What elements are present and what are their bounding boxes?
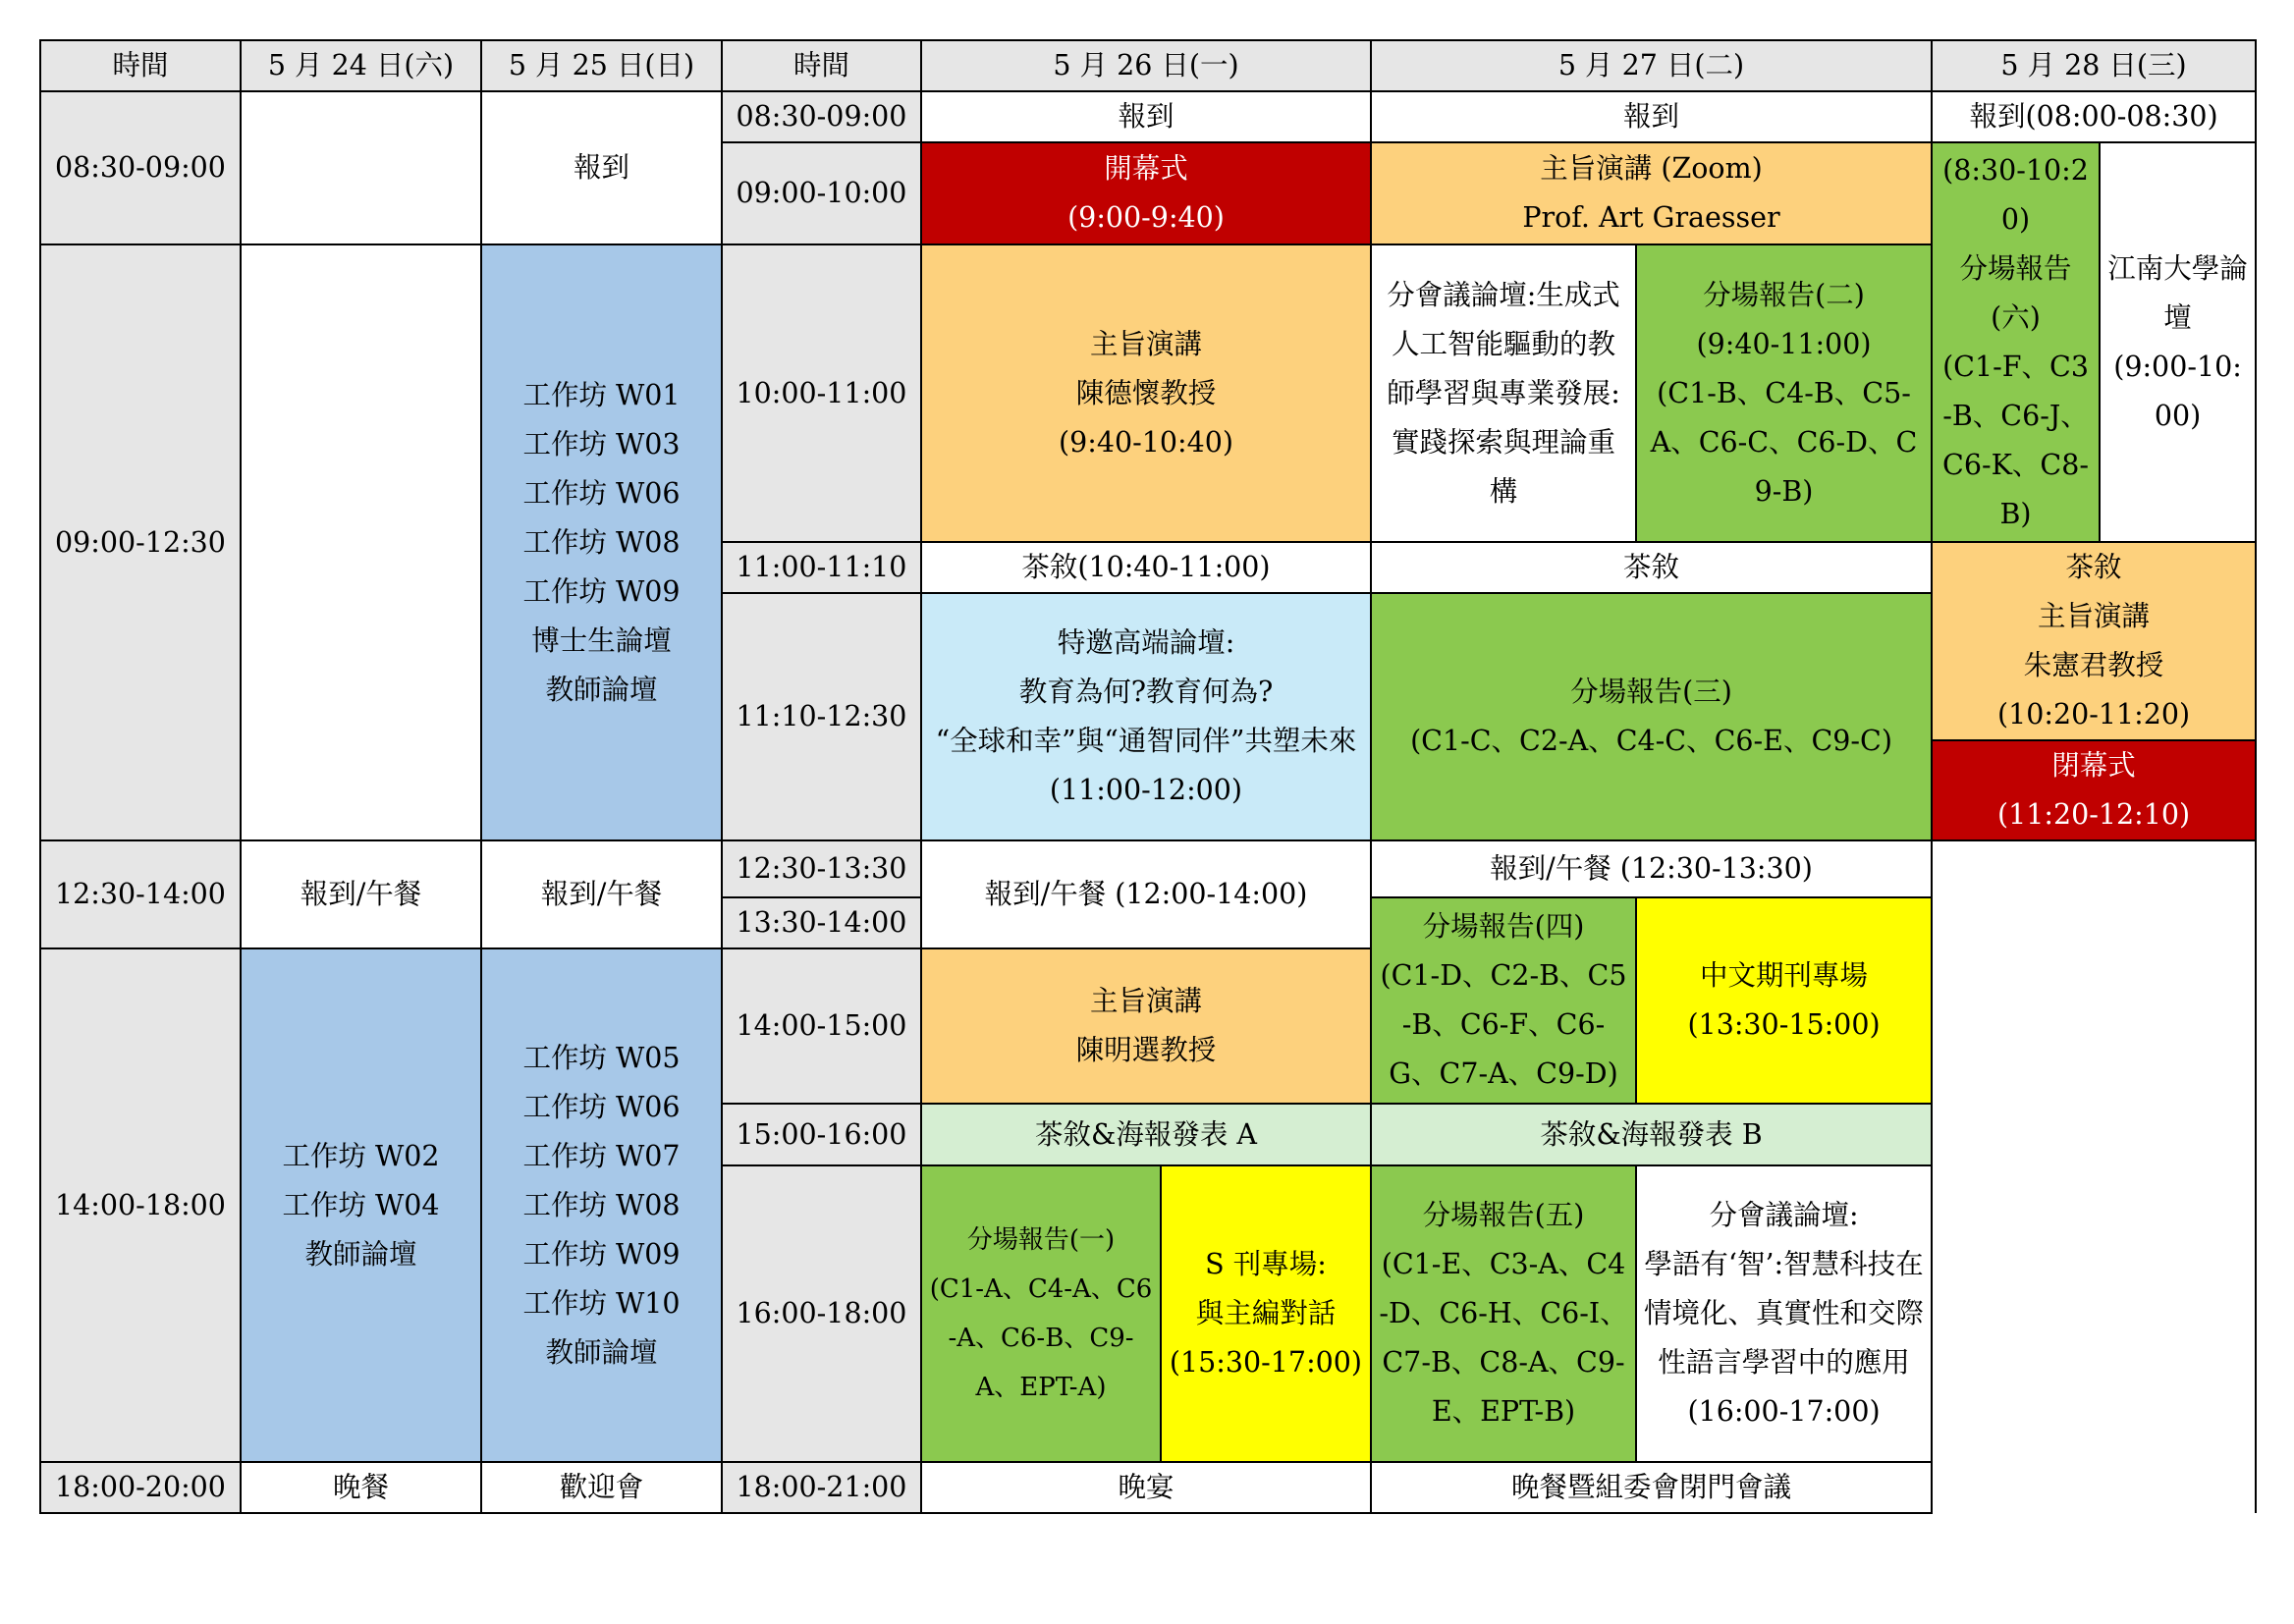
session5-codes: (C1-E、C3-A、C4-D、C6-H、C6-I、C7-B、C8-A、C9-E、EPT-B) xyxy=(1379,1248,1628,1428)
jiangnan-time: (9:00-10:00) xyxy=(2113,350,2242,432)
keynote1-speaker: 陳德懷教授 xyxy=(1075,376,1217,409)
may25-afternoon-item: 教師論壇 xyxy=(545,1335,658,1369)
may27-subforum-1: 分會議論壇:生成式人工智能驅動的教師學習與專業發展:實踐探索與理論重構 xyxy=(1371,244,1636,542)
may27-lunch: 報到/午餐 (12:30-13:30) xyxy=(1371,840,1932,897)
may24-afternoon-item: 教師論壇 xyxy=(304,1237,417,1271)
subforum2-topic: 學語有‘智’:智慧科技在情境化、真實性和交際性語言學習中的應用 xyxy=(1644,1248,1925,1379)
session2-time: (9:40-11:00) xyxy=(1696,327,1872,360)
may28-afternoon-empty xyxy=(1932,840,2256,1513)
session2-title: 分場報告(二) xyxy=(1703,278,1865,311)
may27-tea: 茶敘 xyxy=(1371,542,1932,593)
opening-time: (9:00-9:40) xyxy=(1067,201,1225,234)
closing-title: 閉幕式 xyxy=(2051,749,2136,782)
right-time-1330: 13:30-14:00 xyxy=(722,897,921,948)
right-time-1110: 11:10-12:30 xyxy=(722,593,921,840)
cjournal-time: (13:30-15:00) xyxy=(1687,1008,1881,1041)
forum-topic: “全球和幸”與“通智同伴”共塑未來 xyxy=(935,725,1357,757)
may26-poster-a: 茶敘&海報發表 A xyxy=(921,1104,1371,1165)
may27-register: 報到 xyxy=(1371,91,1932,142)
keynote2-speaker: 陳明選教授 xyxy=(1075,1034,1217,1066)
may25-afternoon-item: 工作坊 W08 xyxy=(522,1188,681,1221)
may28-tea-keynote xyxy=(1932,542,2256,740)
may27-session-2 xyxy=(1636,244,1932,542)
may24-morning-empty xyxy=(241,91,481,244)
header-time-left: 時間 xyxy=(40,40,241,91)
session6-title: 分場報告(六) xyxy=(1959,251,2072,334)
may27-chinese-journal xyxy=(1636,897,1932,1104)
may27-keynote-zoom xyxy=(1371,142,1932,244)
right-time-0900: 09:00-10:00 xyxy=(722,142,921,244)
header-may-28: 5 月 28 日(三) xyxy=(1932,40,2256,91)
right-time-1800: 18:00-21:00 xyxy=(722,1462,921,1513)
may24-dinner: 晚餐 xyxy=(241,1462,481,1513)
session1-title: 分場報告(一) xyxy=(966,1225,1116,1255)
may26-tea-1: 茶敘(10:40-11:00) xyxy=(921,542,1371,593)
subforum2-title: 分會議論壇: xyxy=(1709,1199,1859,1231)
may25-afternoon-workshops xyxy=(481,948,722,1462)
may24-afternoon-item: 工作坊 W04 xyxy=(282,1188,440,1221)
may25-afternoon-item: 工作坊 W07 xyxy=(522,1139,681,1172)
tea-keynote-line: 茶敘 xyxy=(2065,551,2122,583)
may25-welcome: 歡迎會 xyxy=(481,1462,722,1513)
left-time-1800: 18:00-20:00 xyxy=(40,1462,241,1513)
forum-title: 特邀高端論壇: xyxy=(1057,626,1235,659)
keynote-zoom-title: 主旨演講 (Zoom) xyxy=(1540,152,1763,185)
session4-codes: (C1-D、C2-B、C5-B、C6-F、C6-G、C7-A、C9-D) xyxy=(1380,959,1627,1090)
header-time-right: 時間 xyxy=(722,40,921,91)
may27-dinner: 晚餐暨組委會閉門會議 xyxy=(1371,1462,1932,1513)
session2-codes: (C1-B、C4-B、C5-A、C6-C、C6-D、C9-B) xyxy=(1650,376,1918,508)
may27-subforum-2 xyxy=(1636,1165,1932,1462)
tea-keynote-speaker: 朱憲君教授 xyxy=(2023,649,2164,681)
may26-s-journal xyxy=(1161,1166,1370,1461)
may25-morning-item: 工作坊 W06 xyxy=(522,476,681,510)
may25-afternoon-item: 工作坊 W09 xyxy=(522,1237,681,1271)
jiangnan-title: 江南大學論壇 xyxy=(2107,251,2248,334)
may25-lunch: 報到/午餐 xyxy=(481,840,722,948)
may28-register: 報到(08:00-08:30) xyxy=(1932,91,2256,142)
may26-high-end-forum xyxy=(921,593,1371,840)
may26-afternoon-inner xyxy=(922,1166,1370,1461)
session6-time: (8:30-10:20) xyxy=(1942,153,2089,236)
forum-question: 教育為何?教育何為? xyxy=(1018,676,1274,708)
may26-afternoon-split xyxy=(921,1165,1371,1462)
keynote1-time: (9:40-10:40) xyxy=(1059,425,1233,459)
may26-register: 報到 xyxy=(921,91,1371,142)
left-time-0900: 09:00-12:30 xyxy=(40,244,241,840)
may25-register: 報到 xyxy=(481,91,722,244)
may25-morning-item: 教師論壇 xyxy=(545,673,658,706)
may26-keynote-1 xyxy=(921,244,1371,542)
may24-lunch: 報到/午餐 xyxy=(241,840,481,948)
may25-morning-item: 工作坊 W08 xyxy=(522,525,681,559)
may26-keynote-2 xyxy=(921,948,1371,1104)
session1-codes: (C1-A、C4-A、C6-A、C6-B、C9-A、EPT-A) xyxy=(929,1274,1153,1402)
right-time-1230: 12:30-13:30 xyxy=(722,840,921,897)
header-may-27: 5 月 27 日(二) xyxy=(1371,40,1932,91)
may28-closing xyxy=(1932,740,2256,840)
may26-banquet: 晚宴 xyxy=(921,1462,1371,1513)
may25-afternoon-item: 工作坊 W06 xyxy=(522,1090,681,1123)
session3-title: 分場報告(三) xyxy=(1570,676,1732,708)
keynote2-title: 主旨演講 xyxy=(1089,985,1202,1017)
session5-title: 分場報告(五) xyxy=(1422,1199,1585,1231)
may24-afternoon-item: 工作坊 W02 xyxy=(282,1139,440,1172)
right-time-1100: 11:00-11:10 xyxy=(722,542,921,593)
keynote1-title: 主旨演講 xyxy=(1089,327,1202,360)
may25-morning-workshops xyxy=(481,244,722,840)
may27-session-3 xyxy=(1371,593,1932,840)
session4-title: 分場報告(四) xyxy=(1422,910,1585,943)
may26-session-1 xyxy=(922,1166,1161,1461)
header-may-26: 5 月 26 日(一) xyxy=(921,40,1371,91)
left-time-1400: 14:00-18:00 xyxy=(40,948,241,1462)
sjournal-title: S 刊專場: xyxy=(1205,1248,1327,1280)
may25-morning-item: 博士生論壇 xyxy=(531,623,672,657)
right-time-0830: 08:30-09:00 xyxy=(722,91,921,142)
right-time-1400: 14:00-15:00 xyxy=(722,948,921,1104)
may25-morning-item: 工作坊 W03 xyxy=(522,427,681,460)
forum-time: (11:00-12:00) xyxy=(1049,774,1243,806)
tea-keynote-time: (10:20-11:20) xyxy=(1996,698,2191,731)
left-time-1230: 12:30-14:00 xyxy=(40,840,241,948)
may24-morning-blank xyxy=(241,244,481,840)
may25-morning-item: 工作坊 W01 xyxy=(522,378,681,411)
right-time-1000: 10:00-11:00 xyxy=(722,244,921,542)
may25-afternoon-item: 工作坊 W05 xyxy=(522,1041,681,1074)
header-may-24: 5 月 24 日(六) xyxy=(241,40,481,91)
may25-morning-item: 工作坊 W09 xyxy=(522,574,681,608)
right-time-1600: 16:00-18:00 xyxy=(722,1165,921,1462)
may24-afternoon-workshops xyxy=(241,948,481,1462)
may27-poster-b: 茶敘&海報發表 B xyxy=(1371,1104,1932,1165)
opening-title: 開幕式 xyxy=(1104,152,1188,185)
subforum2-time: (16:00-17:00) xyxy=(1687,1395,1881,1428)
may27-session-5 xyxy=(1371,1165,1636,1462)
sjournal-sub: 與主編對話 xyxy=(1195,1297,1337,1329)
closing-time: (11:20-12:10) xyxy=(1996,798,2191,831)
may28-jiangnan-forum xyxy=(2100,142,2256,542)
session6-codes: (C1-F、C3-B、C6-J、C6-K、C8-B) xyxy=(1942,350,2089,530)
conference-schedule-table xyxy=(39,39,2257,1514)
may26-opening xyxy=(921,142,1371,244)
tea-keynote-line: 主旨演講 xyxy=(2038,600,2151,632)
right-time-1500: 15:00-16:00 xyxy=(722,1104,921,1165)
session3-codes: (C1-C、C2-A、C4-C、C6-E、C9-C) xyxy=(1410,725,1892,757)
may25-afternoon-item: 工作坊 W10 xyxy=(522,1286,681,1320)
left-time-0830: 08:30-09:00 xyxy=(40,91,241,244)
may26-lunch: 報到/午餐 (12:00-14:00) xyxy=(921,840,1371,948)
sjournal-time: (15:30-17:00) xyxy=(1169,1346,1363,1379)
may28-session-6 xyxy=(1932,142,2100,542)
cjournal-title: 中文期刊專場 xyxy=(1700,959,1869,992)
may27-session-4 xyxy=(1371,897,1636,1104)
keynote-zoom-speaker: Prof. Art Graesser xyxy=(1522,201,1780,234)
header-may-25: 5 月 25 日(日) xyxy=(481,40,722,91)
